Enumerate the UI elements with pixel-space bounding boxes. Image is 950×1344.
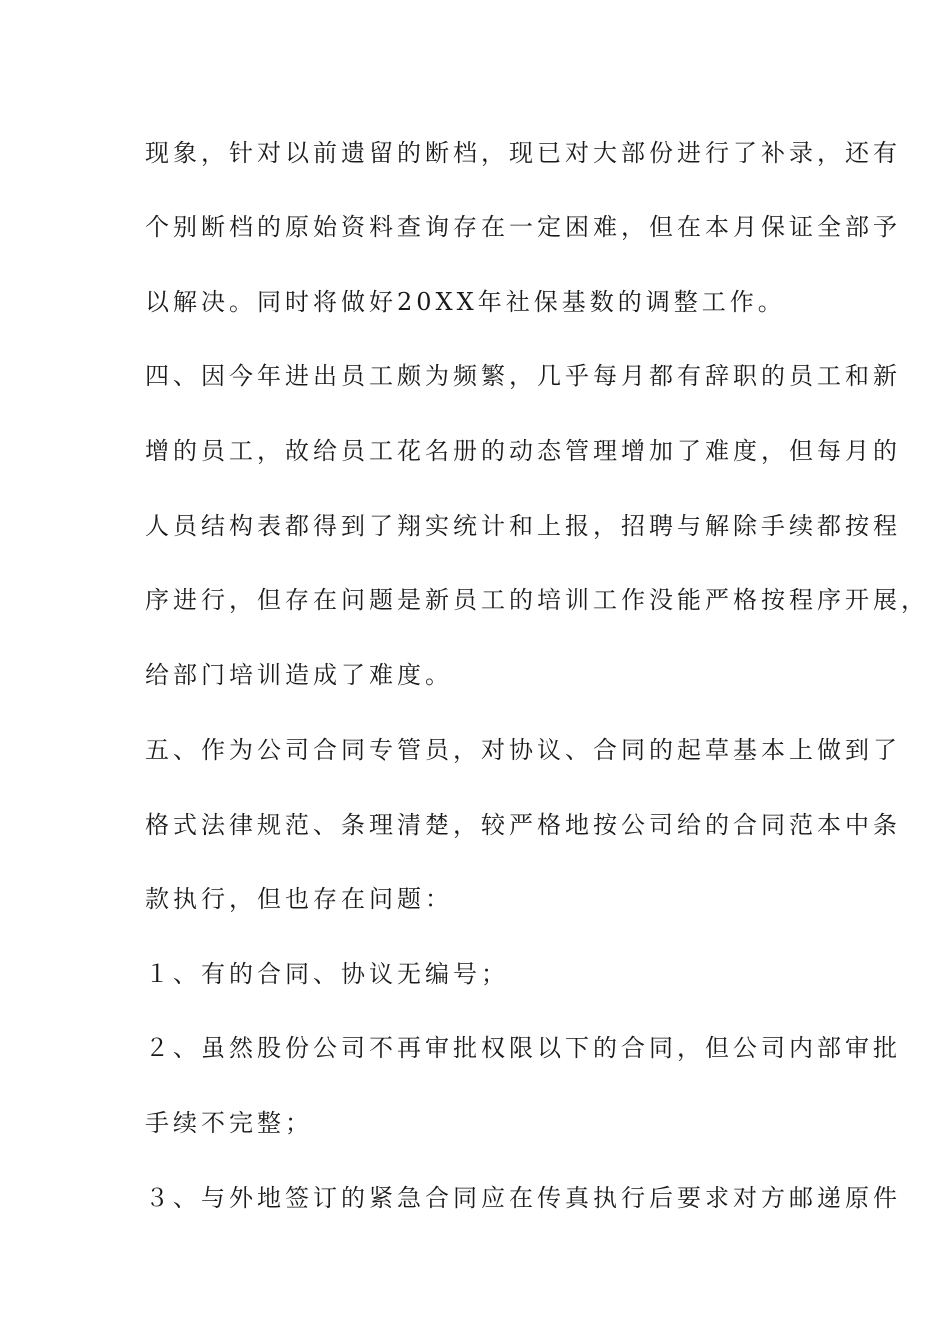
list-item-1-line: １、有的合同、协议无编号； <box>145 960 509 988</box>
list-item-3-line: ３、与外地签订的紧急合同应在传真执行后要求对方邮递原件 <box>145 1184 901 1212</box>
paragraph-line: 人员结构表都得到了翔实统计和上报，招聘与解除手续都按程 <box>145 512 901 540</box>
paragraph-line: 手续不完整； <box>145 1109 313 1137</box>
paragraph-line: 以解决。同时将做好20XX年社保基数的调整工作。 <box>145 288 786 316</box>
paragraph-line: 格式法律规范、条理清楚，较严格地按公司给的合同范本中条 <box>145 811 901 839</box>
paragraph-line: 现象，针对以前遗留的断档，现已对大部份进行了补录，还有 <box>145 139 901 167</box>
paragraph-line: 给部门培训造成了难度。 <box>145 661 453 689</box>
paragraph-line: 增的员工，故给员工花名册的动态管理增加了难度，但每月的 <box>145 437 901 465</box>
list-item-2-line: ２、虽然股份公司不再审批权限以下的合同，但公司内部审批 <box>145 1034 901 1062</box>
section-four-heading-line: 四、因今年进出员工颇为频繁，几乎每月都有辞职的员工和新 <box>145 362 901 390</box>
section-five-heading-line: 五、作为公司合同专管员，对协议、合同的起草基本上做到了 <box>145 736 901 764</box>
paragraph-line: 序进行，但存在问题是新员工的培训工作没能严格按程序开展， <box>145 586 929 614</box>
paragraph-line: 款执行，但也存在问题： <box>145 885 453 913</box>
paragraph-line: 个别断档的原始资料查询存在一定困难，但在本月保证全部予 <box>145 213 901 241</box>
